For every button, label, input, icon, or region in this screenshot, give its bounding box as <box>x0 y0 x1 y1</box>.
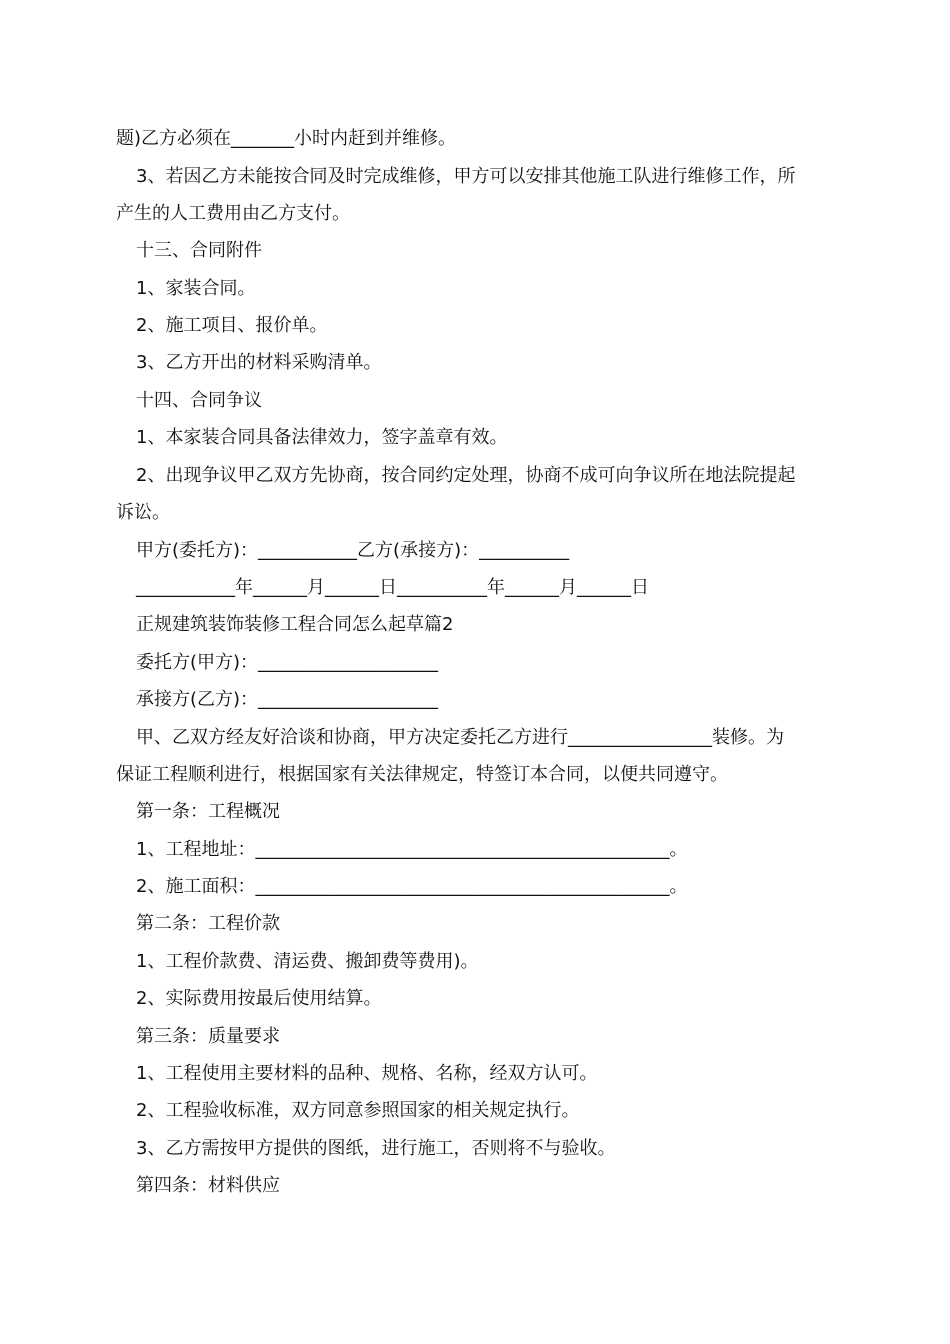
text-line: 2、施工项目、报价单。 <box>136 315 328 336</box>
text-line: 1、家装合同。 <box>136 278 256 299</box>
signature-line: 甲方(委托方)：___________乙方(承接方)：__________ <box>136 540 570 561</box>
section-heading: 第四条：材料供应 <box>136 1175 280 1196</box>
party-line: 承接方(乙方)：____________________ <box>136 689 439 710</box>
text-line: 3、若因乙方未能按合同及时完成维修，甲方可以安排其他施工队进行维修工作，所 <box>136 166 796 187</box>
date-line: ___________年______月______日__________年______月______日 <box>136 577 649 598</box>
article-title: 正规建筑装饰装修工程合同怎么起草篇2 <box>136 614 454 635</box>
text-line: 2、实际费用按最后使用结算。 <box>136 988 382 1009</box>
party-line: 委托方(甲方)：____________________ <box>136 652 439 673</box>
text-line: 2、工程验收标准，双方同意参照国家的相关规定执行。 <box>136 1100 580 1121</box>
text-line: 3、乙方开出的材料采购清单。 <box>136 352 382 373</box>
text-line: 2、施工面积：______________________________________________。 <box>136 876 688 897</box>
section-heading: 第三条：质量要求 <box>136 1026 280 1047</box>
text-line: 1、工程使用主要材料的品种、规格、名称，经双方认可。 <box>136 1063 598 1084</box>
text-line: 诉讼。 <box>116 502 170 523</box>
section-heading: 十三、合同附件 <box>136 240 262 261</box>
text-line: 1、工程价款费、清运费、搬卸费等费用)。 <box>136 951 479 972</box>
text-line: 1、本家装合同具备法律效力，签字盖章有效。 <box>136 427 508 448</box>
text-line: 甲、乙双方经友好洽谈和协商，甲方决定委托乙方进行________________装修。为 <box>136 727 784 748</box>
text-line: 3、乙方需按甲方提供的图纸，进行施工，否则将不与验收。 <box>136 1138 616 1159</box>
section-heading: 第二条：工程价款 <box>136 913 280 934</box>
text-line: 1、工程地址：______________________________________________。 <box>136 839 688 860</box>
text-line: 产生的人工费用由乙方支付。 <box>116 203 350 224</box>
section-heading: 十四、合同争议 <box>136 390 262 411</box>
text-line: 保证工程顺利进行，根据国家有关法律规定，特签订本合同，以便共同遵守。 <box>116 764 728 785</box>
text-line: 2、出现争议甲乙双方先协商，按合同约定处理，协商不成可向争议所在地法院提起 <box>136 465 796 486</box>
section-heading: 第一条：工程概况 <box>136 801 280 822</box>
text-line: 题)乙方必须在_______小时内赶到并维修。 <box>116 128 457 149</box>
